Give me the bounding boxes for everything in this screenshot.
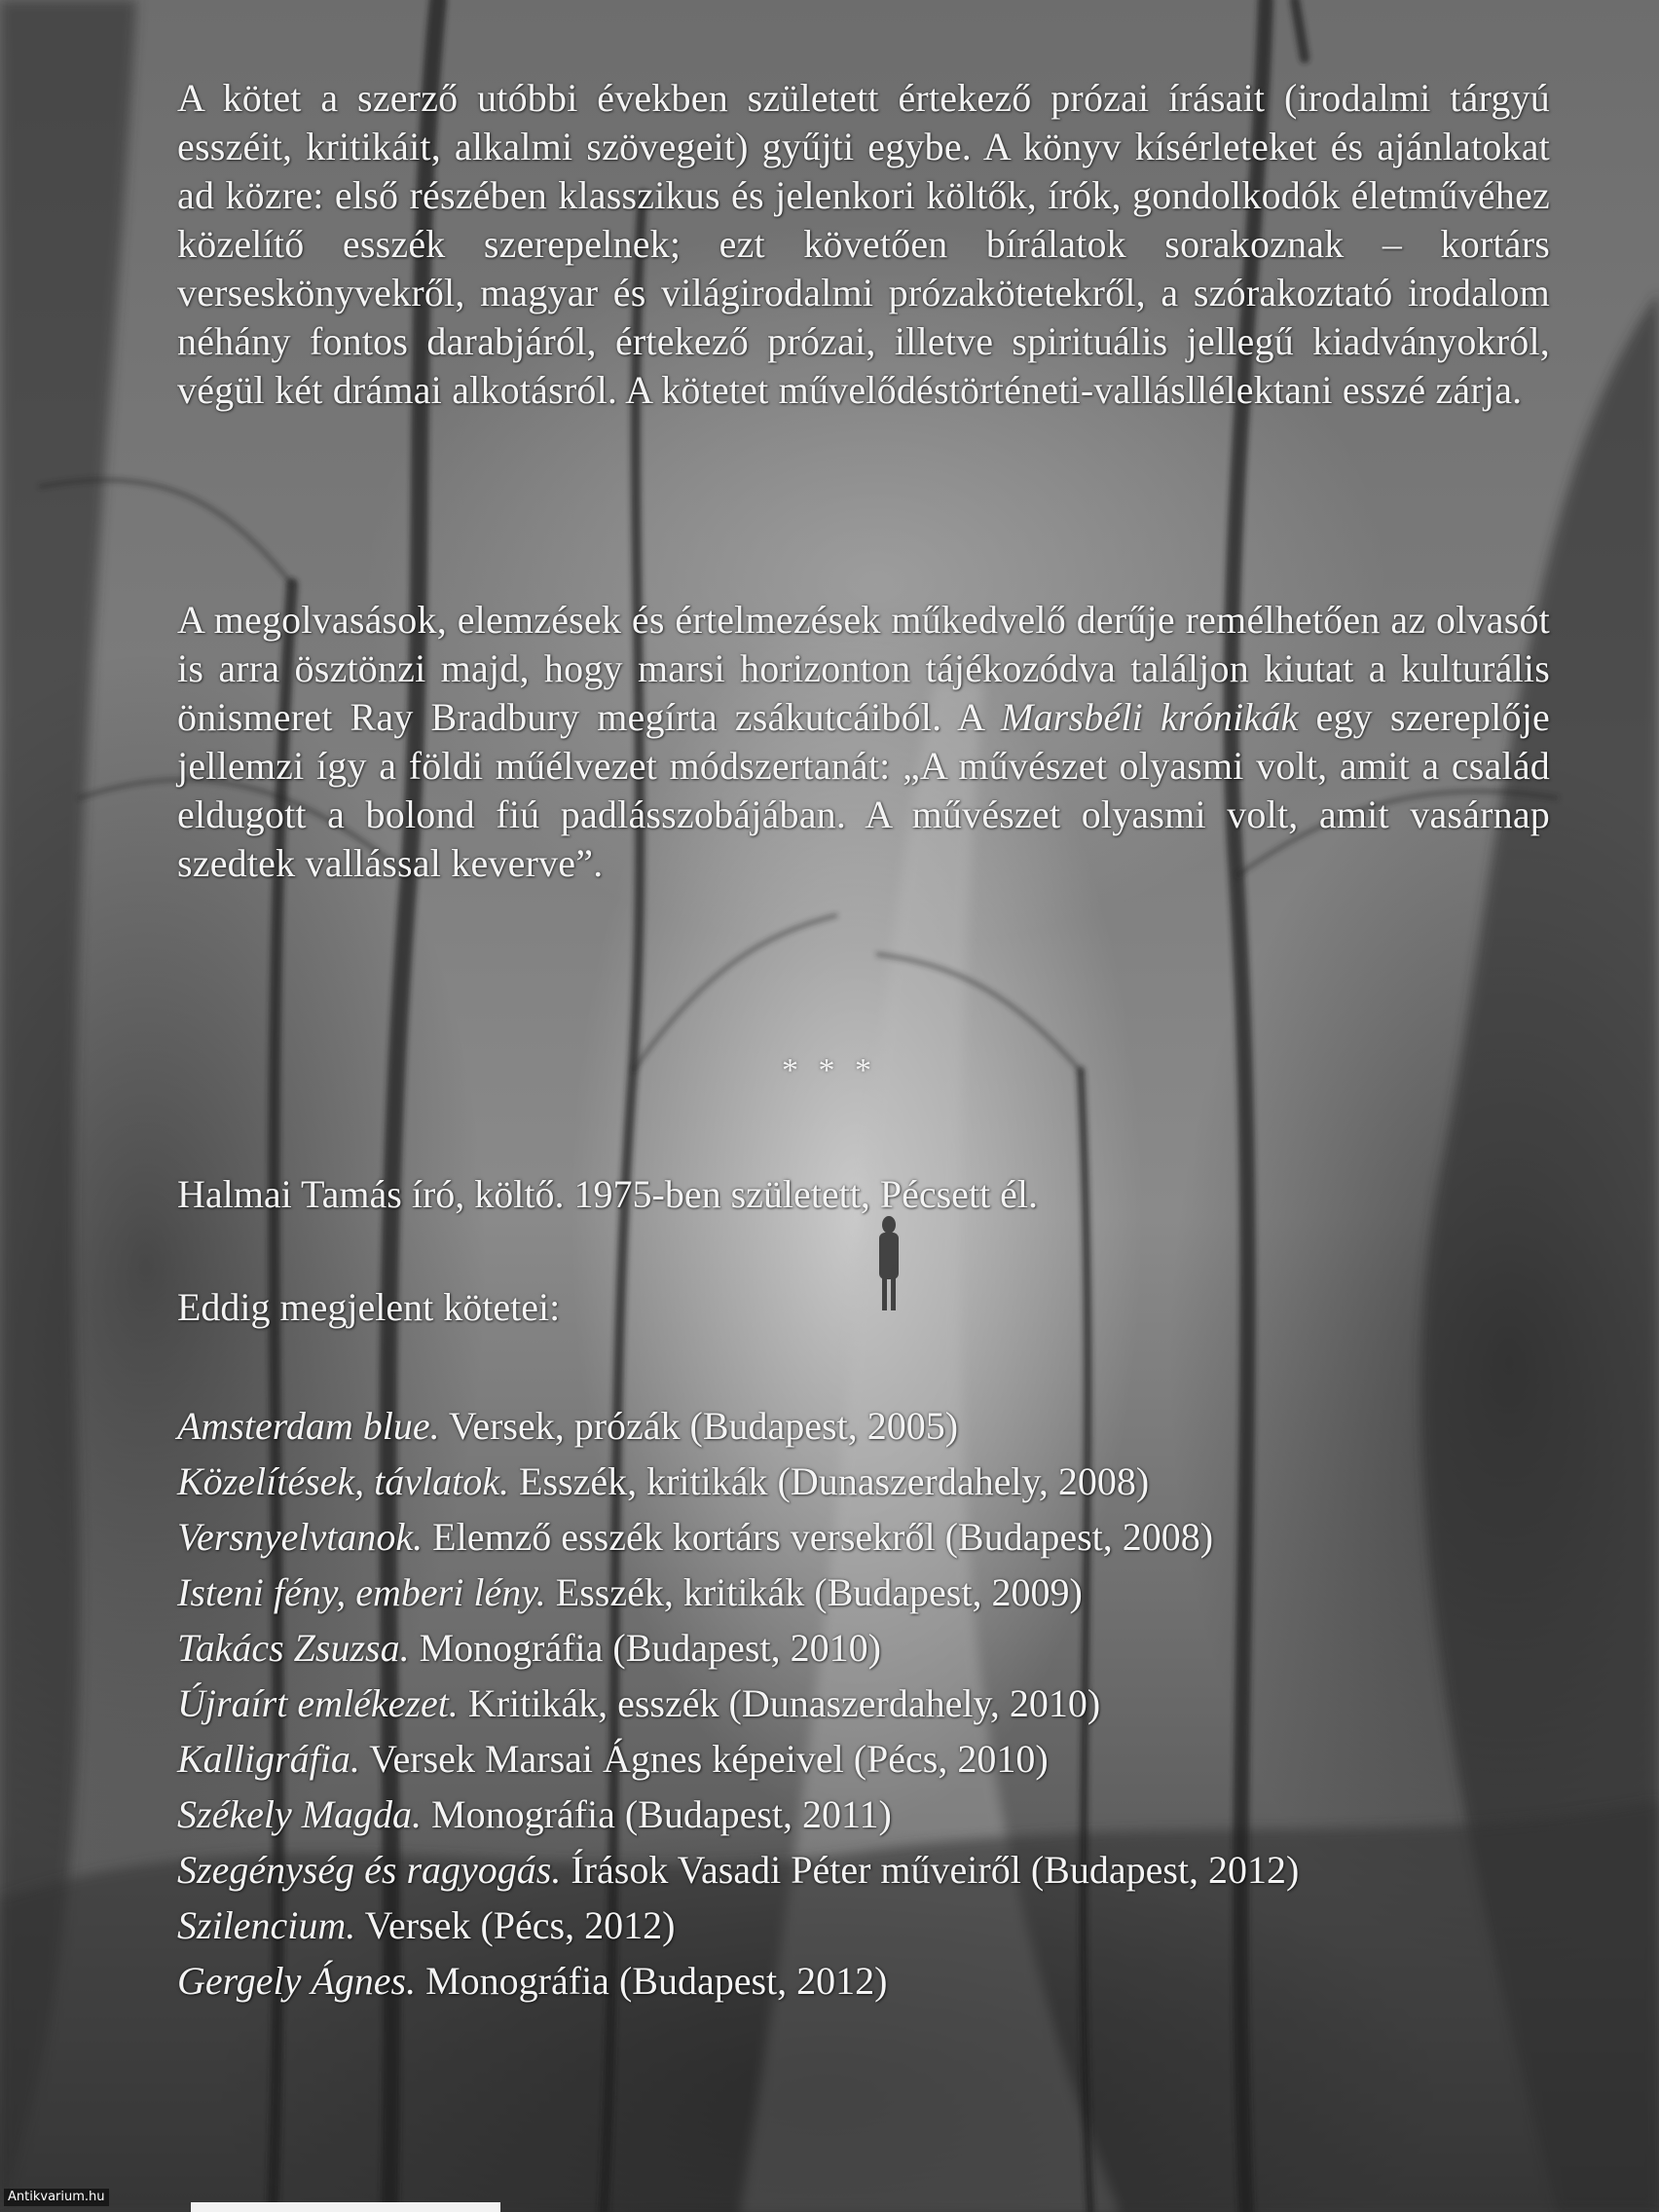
work-title: Szegénység és ragyogás. — [177, 1848, 562, 1892]
description-paragraph-2 — [177, 596, 1550, 888]
work-details: Versek Marsai Ágnes képeivel (Pécs, 2010) — [359, 1737, 1049, 1781]
barcode-label-edge — [191, 2202, 500, 2212]
works-list-item — [177, 1509, 1299, 1565]
antikvarium-watermark: Antikvarium.hu — [4, 2189, 109, 2206]
work-details: Írások Vasadi Péter műveiről (Budapest, 2012) — [561, 1848, 1300, 1892]
work-title: Isteni fény, emberi lény. — [177, 1570, 546, 1614]
author-bio: Halmai Tamás író, költő. 1975-ben született, Pécsett él. — [177, 1172, 1039, 1216]
work-details: Monográfia (Budapest, 2010) — [409, 1626, 881, 1670]
work-title: Székely Magda. — [177, 1792, 423, 1836]
works-list-item — [177, 1676, 1299, 1731]
work-details: Esszék, kritikák (Budapest, 2009) — [545, 1570, 1083, 1614]
works-list-item — [177, 1454, 1299, 1509]
book-title-marsbeli-kronikak: Marsbéli krónikák — [1000, 695, 1299, 739]
work-details: Monográfia (Budapest, 2012) — [416, 1959, 888, 2003]
works-list-item — [177, 1620, 1299, 1676]
works-heading: Eddig megjelent kötetei: — [177, 1285, 561, 1329]
works-list-item — [177, 1731, 1299, 1787]
works-list-item — [177, 1898, 1299, 1953]
work-details: Versek, prózák (Budapest, 2005) — [439, 1404, 959, 1448]
work-details: Kritikák, esszék (Dunaszerdahely, 2010) — [458, 1681, 1101, 1725]
works-list-item — [177, 1953, 1299, 2009]
work-title: Kalligráfia. — [177, 1737, 360, 1781]
works-list-item — [177, 1787, 1299, 1842]
works-list — [177, 1398, 1299, 2009]
work-title: Újraírt emlékezet. — [177, 1681, 459, 1725]
works-list-item — [177, 1398, 1299, 1454]
paragraph-2-text-start: A megolvasások, elemzések és értelmezések műkedvelő derűje remélhetően az olvasót is arra ösztönzi majd, hogy marsi horizonton tájékozódva találjon kiutat a kulturális önismeret Ray Bradbury megírta zsákutcáiból. A — [177, 598, 1550, 739]
works-list-item — [177, 1842, 1299, 1898]
description-paragraph-1: A kötet a szerző utóbbi években született értekező prózai írásait (irodalmi tárgyú esszéit, kritikáit, alkalmi szövegeit) gyűjti egybe. A könyv kísérleteket és ajánlatokat ad közre: első részében klasszikus és jelenkori költők, írók, gondolkodók életművéhez közelítő esszék szerepelnek; ezt követően bírálatok sorakoznak – kortárs verseskönyvekről, magyar és világirodalmi prózakötetekről, a szórakoztató irodalom néhány fontos darabjáról, értekező prózai, illetve spirituális jellegű kiadványokról, végül két drámai alkotásról. A kötetet művelődéstörténeti-vallásllélektani esszé zárja. — [177, 76, 1550, 412]
work-details: Versek (Pécs, 2012) — [355, 1903, 676, 1947]
paragraph-2-text-end: egy szereplője jellemzi így a földi műélvezet módszertanát: „A művészet olyasmi volt, amit a család eldugott a bolond fiú padlásszobájában. A művészet olyasmi volt, amit vasárnap szedtek vallással keverve”. — [177, 695, 1550, 885]
work-details: Monográfia (Budapest, 2011) — [422, 1792, 892, 1836]
work-details: Esszék, kritikák (Dunaszerdahely, 2008) — [509, 1459, 1150, 1503]
work-title: Versnyelvtanok. — [177, 1515, 424, 1559]
works-list-item — [177, 1565, 1299, 1620]
work-details: Elemző esszék kortárs versekről (Budapest, 2008) — [423, 1515, 1214, 1559]
work-title: Takács Zsuzsa. — [177, 1626, 410, 1670]
section-separator: * * * — [782, 1052, 877, 1088]
work-title: Amsterdam blue. — [177, 1404, 440, 1448]
work-title: Gergely Ágnes. — [177, 1959, 417, 2003]
work-title: Szilencium. — [177, 1903, 356, 1947]
work-title: Közelítések, távlatok. — [177, 1459, 510, 1503]
